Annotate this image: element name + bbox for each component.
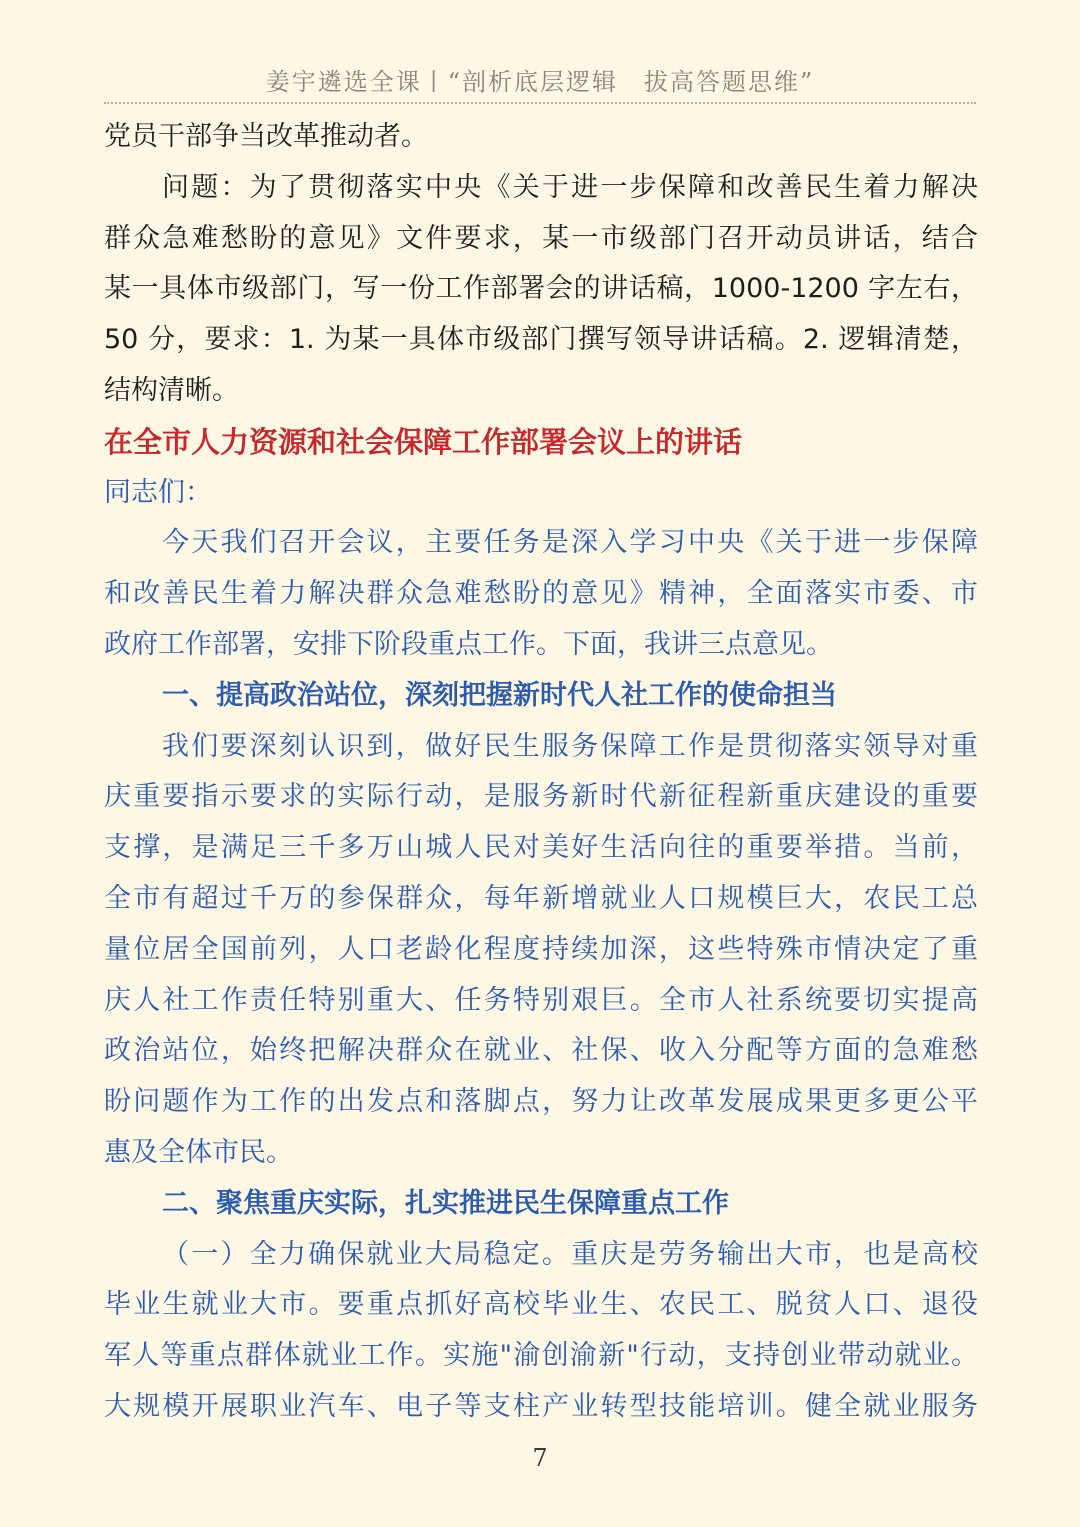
text-line: 问题：为了贯彻落实中央《关于进一步保障和改善民生着力解决: [162, 171, 978, 203]
speech-title: 在全市人力资源和社会保障工作部署会议上的讲话: [104, 424, 743, 459]
text-line: 量位居全国前列，人口老龄化程度持续加深，这些特殊市情决定了重: [104, 933, 978, 965]
text-line: （一）全力确保就业大局稳定。重庆是劳务输出大市，也是高校: [162, 1238, 978, 1270]
text-line: 一、提高政治站位，深刻把握新时代人社工作的使命担当: [162, 679, 837, 711]
text-line: 50 分，要求：1. 为某一具体市级部门撰写领导讲话稿。2. 逻辑清楚，: [104, 324, 978, 356]
text-line: 全市有超过千万的参保群众，每年新增就业人口规模巨大，农民工总: [104, 882, 978, 914]
text-line: 支撑，是满足三千多万山城人民对美好生活向往的重要举措。当前，: [104, 832, 978, 864]
text-line: 结构清晰。: [104, 374, 239, 406]
text-line: 今天我们召开会议，主要任务是深入学习中央《关于进一步保障: [162, 527, 978, 559]
text-line: 某一具体市级部门，写一份工作部署会的讲话稿，1000-1200 字左右，: [104, 273, 978, 305]
text-line: 军人等重点群体就业工作。实施"渝创渝新"行动，支持创业带动就业。: [104, 1340, 978, 1372]
text-line: 政府工作部署，安排下阶段重点工作。下面，我讲三点意见。: [104, 628, 833, 660]
text-line: 二、聚焦重庆实际，扎实推进民生保障重点工作: [162, 1187, 729, 1219]
text-line: 庆重要指示要求的实际行动，是服务新时代新征程新重庆建设的重要: [104, 781, 978, 813]
text-line: 大规模开展职业汽车、电子等支柱产业转型技能培训。健全就业服务: [104, 1390, 978, 1422]
text-line: 同志们：: [104, 476, 212, 508]
text-line: 毕业生就业大市。要重点抓好高校毕业生、农民工、脱贫人口、退役: [104, 1289, 978, 1321]
text-line: 我们要深刻认识到，做好民生服务保障工作是贯彻落实领导对重: [162, 730, 978, 762]
text-line: 党员干部争当改革推动者。: [104, 121, 428, 152]
text-line: 群众急难愁盼的意见》文件要求，某一市级部门召开动员讲话，结合: [104, 222, 978, 254]
running-header: 姜宇遴选全课丨“剖析底层逻辑 拔高答题思维”: [265, 68, 815, 96]
text-line: 政治站位，始终把解决群众在就业、社保、收入分配等方面的急难愁: [104, 1035, 978, 1067]
header-divider: [104, 102, 976, 104]
text-line: 盼问题作为工作的出发点和落脚点，努力让改革发展成果更多更公平: [104, 1086, 978, 1118]
text-line: 惠及全体市民。: [104, 1136, 293, 1168]
text-line: 和改善民生着力解决群众急难愁盼的意见》精神，全面落实市委、市: [104, 578, 978, 610]
document-body: [104, 112, 978, 1433]
text-line: 庆人社工作责任特别重大、任务特别艰巨。全市人社系统要切实提高: [104, 984, 978, 1016]
page-number: 7: [532, 1444, 548, 1472]
